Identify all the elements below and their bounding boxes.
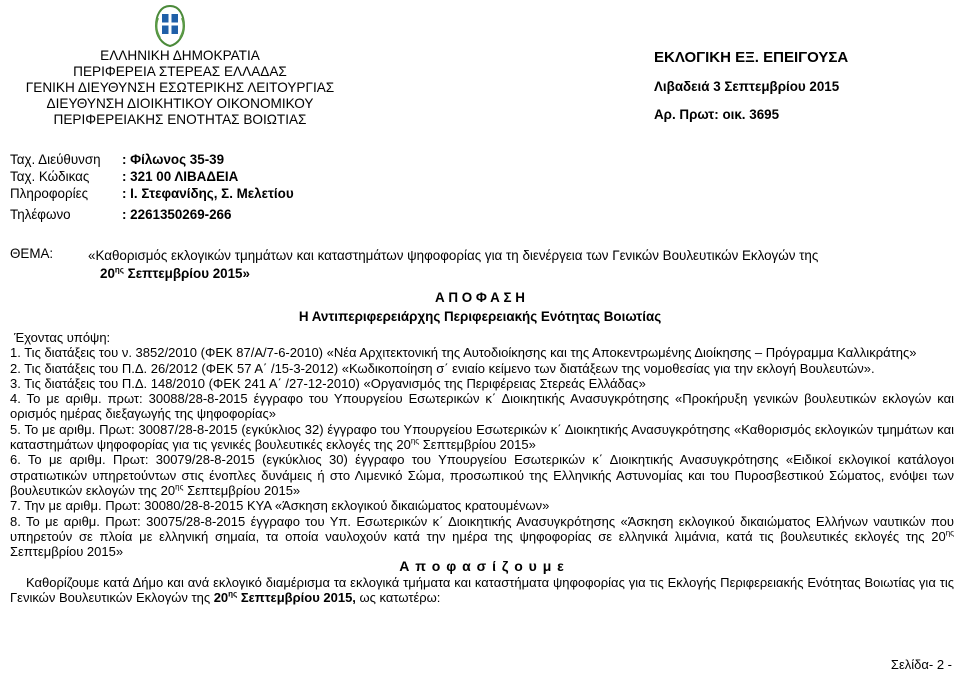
decision-title: Α Π Ο Φ Α Σ Η	[435, 290, 525, 305]
protocol-number: Αρ. Πρωτ: οικ. 3695	[654, 107, 780, 123]
subject-ordinal: ης	[114, 265, 124, 275]
item-ordinal: ης	[175, 482, 184, 492]
authority-line: ΕΛΛΗΝΙΚΗ ΔΗΜΟΚΡΑΤΙΑ	[100, 48, 260, 63]
contact-label: Τηλέφωνο	[10, 207, 71, 222]
list-item	[10, 422, 954, 453]
contact-label: Πληροφορίες	[10, 186, 89, 201]
list-item	[10, 452, 954, 498]
list-item	[10, 376, 954, 391]
decision-body	[10, 330, 954, 605]
contact-value: : 2261350269-266	[122, 207, 232, 222]
greek-emblem-icon	[148, 4, 192, 48]
contact-label: Ταχ. Κώδικας	[10, 169, 90, 184]
we-decide-heading: Α π ο φ α σ ί ζ ο υ μ ε	[399, 558, 565, 575]
contact-value: : 321 00 ΛΙΒΑΔΕΙΑ	[122, 169, 239, 184]
item-ordinal: ης	[410, 436, 420, 446]
issuing-authority	[0, 48, 360, 128]
item-text: 1. Τις διατάξεις του ν. 3852/2010 (ΦΕΚ 87/Α/7-6-2010) «Νέα Αρχιτεκτονική της Αυτοδιοίκησης και της Αποκεντρωμένης Διοίκησης – Πρόγραμμα Καλλικράτης»	[10, 345, 917, 361]
subject-date	[100, 266, 250, 281]
item-text: 6. Το με αριθμ. Πρωτ: 30079/28-8-2015 (εγκύκλιος 30) έγγραφο του Υπουργείου Εσωτερικών κ΄ Διοικητικής Ανασυγκρότησης «Ειδικοί εκλογικοί κατάλογοι στρατιωτικών υπηρετούντων στις ένοπλες δυνάμεις ή στο Λιμενικό Σώμα, προσωπικού της Ελληνικής Αστυνομίας και του Πυροσβεστικού Σώματος, ενόψει των βουλευτικών εκλογών της 20	[10, 452, 954, 498]
urgency-label: ΕΚΛΟΓΙΚΗ ΕΞ. ΕΠΕΙΓΟΥΣΑ	[654, 49, 849, 66]
place-date: Λιβαδειά 3 Σεπτεμβρίου 2015	[654, 79, 840, 94]
item-text-end: Σεπτεμβρίου 2015»	[10, 544, 124, 560]
item-text: 2. Τις διατάξεις του Π.Δ. 26/2012 (ΦΕΚ 57 Α΄ /15-3-2012) «Κωδικοποίηση σ΄ ενιαίο κείμενο των διατάξεων της νομοθεσίας για την εκλογή Βουλευτών».	[10, 360, 875, 376]
contact-row	[10, 150, 294, 169]
list-item	[10, 345, 954, 360]
list-item	[10, 498, 954, 513]
contact-row	[10, 169, 294, 184]
subject-label: ΘΕΜΑ:	[10, 246, 54, 261]
subject-text: «Καθορισμός εκλογικών τμημάτων και καταστημάτων ψηφοφορίας για τη διενέργεια των Γενικών Βουλευτικών Εκλογών της	[88, 248, 819, 263]
final-text: Καθορίζουμε κατά Δήμο και ανά εκλογικό διαμέρισμα τα εκλογικά τμήματα και καταστήματα ψηφοφορίας για τις Εκλογής Περιφερειακής Ενότητας Βοιωτίας για τις Γενικών Βουλευτικών Εκλογών της	[10, 574, 954, 606]
item-text: 3. Τις διατάξεις του Π.Δ. 148/2010 (ΦΕΚ 241 Α΄ /27-12-2010) «Οργανισμός της Περιφέρειας Στερεάς Ελλάδας»	[10, 375, 646, 391]
contact-row	[10, 204, 294, 226]
final-month-year: Σεπτεμβρίου 2015,	[237, 590, 356, 606]
authority-line: ΠΕΡΙΦΕΡΕΙΑΚΗΣ ΕΝΟΤΗΤΑΣ ΒΟΙΩΤΙΑΣ	[53, 112, 307, 127]
item-text-end: Σεπτεμβρίου 2015»	[419, 437, 536, 453]
considering-label: Έχοντας υπόψη:	[14, 330, 111, 345]
subject-month-year: Σεπτεμβρίου 2015»	[123, 266, 250, 281]
contact-row	[10, 184, 294, 204]
contact-value: : Φίλωνος 35-39	[122, 152, 225, 167]
contact-label: Ταχ. Διεύθυνση	[10, 152, 101, 167]
contact-value: : Ι. Στεφανίδης, Σ. Μελετίου	[122, 186, 294, 201]
contact-details	[10, 150, 294, 226]
authority-line: ΠΕΡΙΦΕΡΕΙΑ ΣΤΕΡΕΑΣ ΕΛΛΑΔΑΣ	[73, 64, 287, 79]
list-item	[10, 391, 954, 422]
authority-line: ΓΕΝΙΚΗ ΔΙΕΥΘΥΝΣΗ ΕΣΩΤΕΡΙΚΗΣ ΛΕΙΤΟΥΡΓΙΑΣ	[25, 80, 335, 95]
item-text: 7. Την με αριθμ. Πρωτ: 30080/28-8-2015 ΚΥΑ «Άσκηση εκλογικού δικαιώματος κρατουμένων»	[10, 498, 550, 514]
list-item	[10, 514, 954, 560]
authority-line: ΔΙΕΥΘΥΝΣΗ ΔΙΟΙΚΗΤΙΚΟΥ ΟΙΚΟΝΟΜΙΚΟΥ	[46, 96, 314, 111]
final-text-end: ως κατωτέρω:	[355, 590, 441, 606]
final-paragraph	[10, 575, 954, 606]
page-number: Σελίδα- 2 -	[890, 657, 952, 672]
list-item	[10, 361, 954, 376]
item-ordinal: ης	[945, 528, 954, 538]
item-text: 5. Το με αριθμ. Πρωτ: 30087/28-8-2015 (εγκύκλιος 32) έγγραφο του Υπουργείου Εσωτερικών κ΄ Διοικητικής Ανασυγκρότησης «Καθορισμός εκλογικών τμημάτων και καταστημάτων ψηφοφορίας για τις γενικές βουλευτικές εκλογές της 20	[10, 421, 954, 453]
item-text: 4. Το με αριθμ. πρωτ: 30088/28-8-2015 έγγραφο του Υπουργείου Εσωτερικών κ΄ Διοικητικής Ανασυγκρότησης «Προκήρυξη γενικών βουλευτικών εκλογών και ορισμός ημέρας διεξαγωγής της ψηφοφορίας»	[10, 391, 954, 422]
item-text: 8. Το με αριθμ. Πρωτ: 30075/28-8-2015 έγγραφο του Υπ. Εσωτερικών κ΄ Διοικητικής Ανασυγκρότησης «Άσκηση εκλογικού δικαιώματος Ελλήνων ναυτικών που υπηρετούν σε πλοία με ελληνική σημαία, τα οποία ναυλοχούν κατά την ημέρα της ψηφοφορίας σε ελληνικά λιμάνια, κατά τις βουλευτικές εκλογές της 20	[10, 513, 954, 544]
issuer-title: Η Αντιπεριφερειάρχης Περιφερειακής Ενότητας Βοιωτίας	[298, 309, 662, 324]
final-day: 20	[213, 590, 229, 606]
subject-day: 20	[100, 266, 115, 281]
item-text-end: Σεπτεμβρίου 2015»	[183, 482, 301, 498]
final-ordinal: ης	[228, 589, 238, 599]
document-meta	[654, 48, 954, 122]
